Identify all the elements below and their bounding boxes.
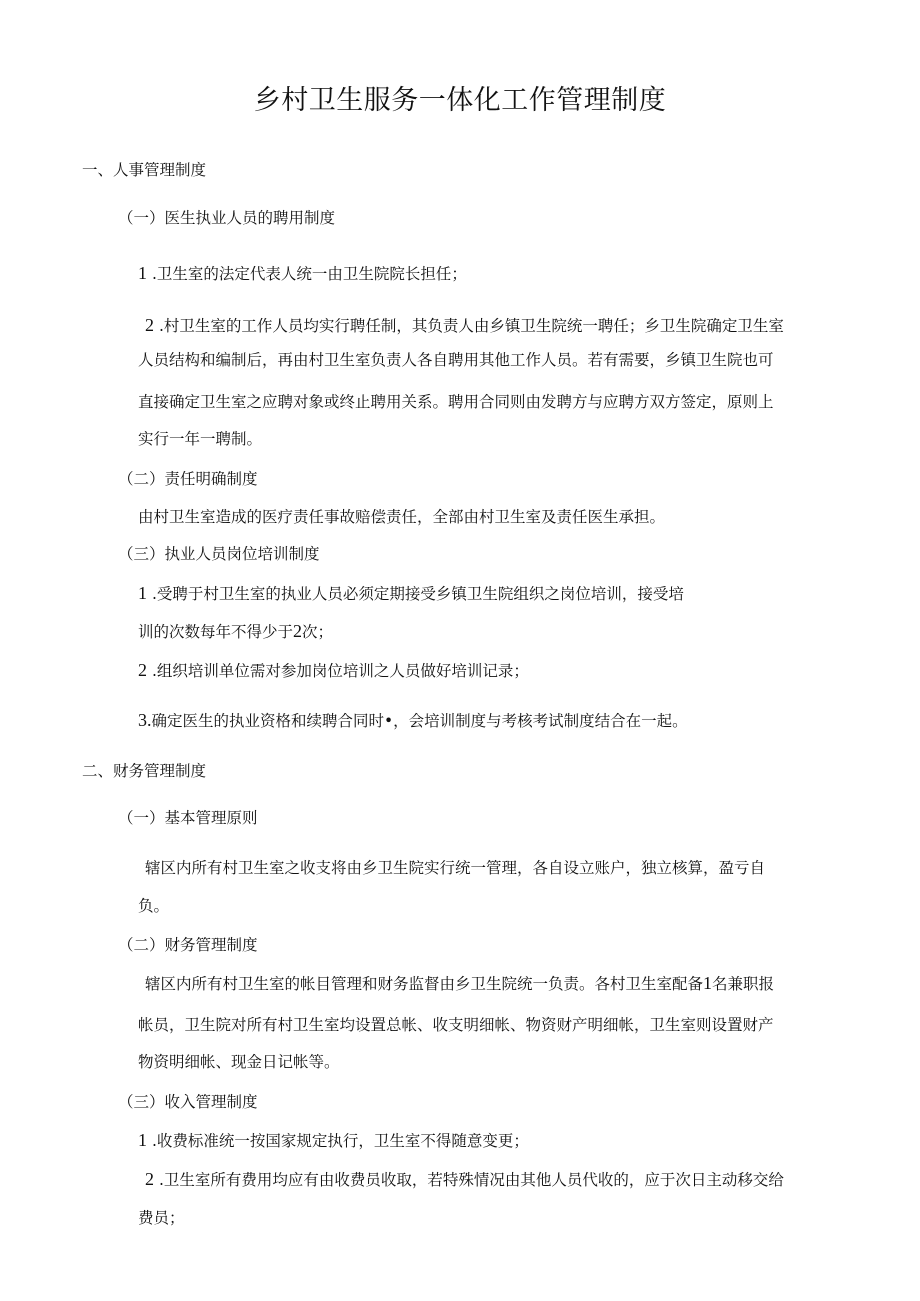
item-number: 1 [138,1130,147,1150]
item-text: .组织培训单位需对参加岗位培训之人员做好培训记录； [151,662,529,680]
inline-number: 1 [703,973,713,993]
paragraph-line: 由村卫生室造成的医疗责任事故赔偿责任，全部由村卫生室及责任医生承担。 [138,508,666,526]
list-item [138,660,529,681]
subsection-heading-responsibility: （二）责任明确制度 [118,470,258,488]
item-text: .卫生室所有费用均应有由收费员收取，若特殊情况由其他人员代收的，应于次日主动移交给 [158,1171,784,1189]
paragraph-line: 直接确定卫生室之应聘对象或终止聘用关系。聘用合同则由发聘方与应聘方双方签定，原则上 [138,393,774,411]
item-number: 3. [138,710,152,730]
text-span: 训的次数每年不得少于 [138,623,294,641]
subsection-heading-principles: （一）基本管理原则 [118,809,258,827]
text-span: 次； [302,623,334,641]
paragraph-line: 物资明细帐、现金日记帐等。 [138,1053,340,1071]
section-heading-personnel: 一、人事管理制度 [82,161,207,179]
inline-number: 2 [293,621,303,641]
section-heading-finance: 二、财务管理制度 [82,762,207,780]
list-item [138,263,467,284]
paragraph-line: 帐员，卫生院对所有村卫生室均设置总帐、收支明细帐、物资财产明细帐，卫生室则设置财产 [138,1016,774,1034]
paragraph-line: 负。 [138,897,170,915]
text-span: 名兼职报 [712,975,775,993]
item-text: .村卫生室的工作人员均实行聘任制，其负责人由乡镇卫生院统一聘任；乡卫生院确定卫生室 [158,317,784,335]
item-text: .卫生室的法定代表人统一由卫生院院长担任； [151,265,467,283]
item-number: 2 [145,1169,154,1189]
paragraph-line [138,621,333,642]
item-text: .收费标准统一按国家规定执行，卫生室不得随意变更； [151,1132,529,1150]
paragraph-line: 人员结构和编制后，再由村卫生室负责人各自聘用其他工作人员。若有需要，乡镇卫生院也可 [138,351,774,369]
item-number: 2 [138,660,147,680]
list-item [145,315,784,336]
list-item [138,710,688,731]
subsection-heading-income: （三）收入管理制度 [118,1093,258,1111]
item-text: .受聘于村卫生室的执业人员必须定期接受乡镇卫生院组织之岗位培训，接受培 [151,585,684,603]
item-number: 1 [138,263,147,283]
paragraph-line: 辖区内所有村卫生室之收支将由乡卫生院实行统一管理，各自设立账户，独立核算，盈亏自 [145,859,766,877]
item-text: 确定医生的执业资格和续聘合同时•，会培训制度与考核考试制度结合在一起。 [151,712,688,730]
subsection-heading-hiring: （一）医生执业人员的聘用制度 [118,209,336,227]
list-item [138,583,684,604]
subsection-heading-accounts: （二）财务管理制度 [118,936,258,954]
text-span: 辖区内所有村卫生室的帐目管理和财务监督由乡卫生院统一负责。各村卫生室配备 [145,975,704,993]
subsection-heading-training: （三）执业人员岗位培训制度 [118,545,320,563]
list-item [138,1130,529,1151]
item-number: 2 [145,315,154,335]
document-title: 乡村卫生服务一体化工作管理制度 [253,85,667,116]
paragraph-line: 费员； [138,1209,185,1227]
paragraph-line: 实行一年一聘制。 [138,430,263,448]
item-number: 1 [138,583,147,603]
list-item [145,1169,784,1190]
paragraph-line [145,973,774,994]
